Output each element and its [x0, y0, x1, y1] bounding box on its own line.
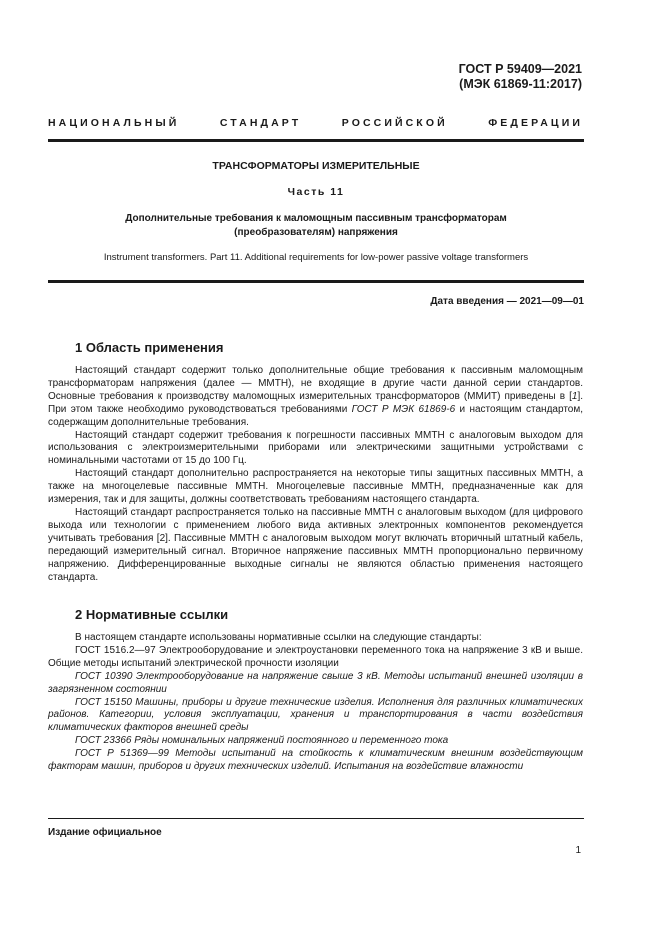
subtitle-line-1: Дополнительные требования к маломощным пассивным трансформаторам: [125, 213, 507, 224]
top-divider: [48, 139, 584, 142]
official-edition-label: Издание официальное: [48, 827, 162, 838]
section-1-heading: 1 Область применения: [75, 340, 224, 355]
title-divider: [48, 280, 584, 283]
section-2-body: [48, 632, 583, 774]
standard-number: ГОСТ Р 59409—2021: [458, 62, 582, 76]
introduction-date: Дата введения — 2021—09—01: [430, 296, 584, 307]
part-label: Часть 11: [287, 186, 345, 198]
paragraph: Настоящий стандарт содержит только дополнительные общие требования к пассивным маломощным трансформаторам напряжения (далее — ММТН), не входящие в другие части данной серии стандартов. Основные требования к производству маломощных измерительных трансформаторов (ММИТ) приведены в [1]. При этом также необходимо руководствоваться требованиями ГОСТ Р МЭК 61869-6 и настоящим стандартом, содержащим дополнительные требования.: [48, 365, 584, 428]
footer-divider: [48, 818, 584, 819]
paragraph: Настоящий стандарт дополнительно распространяется на некоторые типы защитных пассивных ММТН, а также на многоцелевые пассивные ММТН. Многоцелевые пассивные ММТН, предназначенные как для измерения, так и для защиты, должны соответствовать требованиям настоящего стандарта.: [48, 468, 583, 506]
section-2-heading: 2 Нормативные ссылки: [75, 607, 229, 622]
section-1-body: [48, 365, 583, 584]
paragraph: Настоящий стандарт содержит требования к погрешности пассивных ММТН с аналоговым выходом для использования с электроизмерительными приборами или электрическими защитными устройствами с номинальными частотами от 15 до 100 Гц.: [48, 429, 583, 467]
normative-reference: ГОСТ Р 51369—99 Методы испытаний на стойкость к климатическим внешним воздействующим факторам машин, приборов и других технических изделий. Испытания на воздействие влажности: [48, 748, 583, 773]
iec-number: (МЭК 61869-11:2017): [459, 77, 582, 91]
english-title: Instrument transformers. Part 11. Additional requirements for low-power passive voltage transformers: [103, 252, 529, 263]
national-standard-banner: НАЦИОНАЛЬНЫЙ СТАНДАРТ РОССИЙСКОЙ ФЕДЕРАЦИИ: [48, 117, 583, 129]
document-title: ТРАНСФОРМАТОРЫ ИЗМЕРИТЕЛЬНЫЕ: [212, 160, 420, 172]
standard-reference: ГОСТ Р МЭК 61869-6: [351, 403, 456, 415]
normative-reference: ГОСТ 10390 Электрооборудование на напряжение свыше 3 кВ. Методы испытаний внешней изоляции в загрязненном состоянии: [48, 670, 583, 695]
document-code: [459, 62, 582, 92]
normative-reference: ГОСТ 1516.2—97 Электрооборудование и электроустановки переменного тока на напряжение 3 кВ и выше. Общие методы испытаний электрической прочности изоляции: [48, 644, 583, 669]
document-subtitle: [48, 212, 584, 240]
paragraph: Настоящий стандарт распространяется только на пассивные ММТН с аналоговым выходом (для цифрового выхода или технологии с применением любого вида активных электронных компонентов рекомендуется учитывать требования [2]. Пассивные ММТН с аналоговым выходом могут включать вторичный штатный кабель, передающий измерительный сигнал. Вторичное напряжение пассивных ММТН пропорционально первичному напряжению. Дифференцированные выходные сигналы не являются областью применения настоящего стандарта.: [48, 506, 583, 583]
subtitle-line-2: (преобразователям) напряжения: [234, 227, 398, 238]
page-number: 1: [575, 845, 581, 856]
reference-number: 1: [571, 390, 578, 402]
normative-reference: ГОСТ 15150 Машины, приборы и другие технические изделия. Исполнения для различных климатических районов. Категории, условия эксплуатации, хранения и транспортирования в части воздействия климатических факторов внешней среды: [48, 696, 583, 734]
normative-reference: ГОСТ 23366 Ряды номинальных напряжений постоянного и переменного тока: [75, 735, 449, 747]
references-intro: В настоящем стандарте использованы нормативные ссылки на следующие стандарты:: [75, 632, 482, 643]
